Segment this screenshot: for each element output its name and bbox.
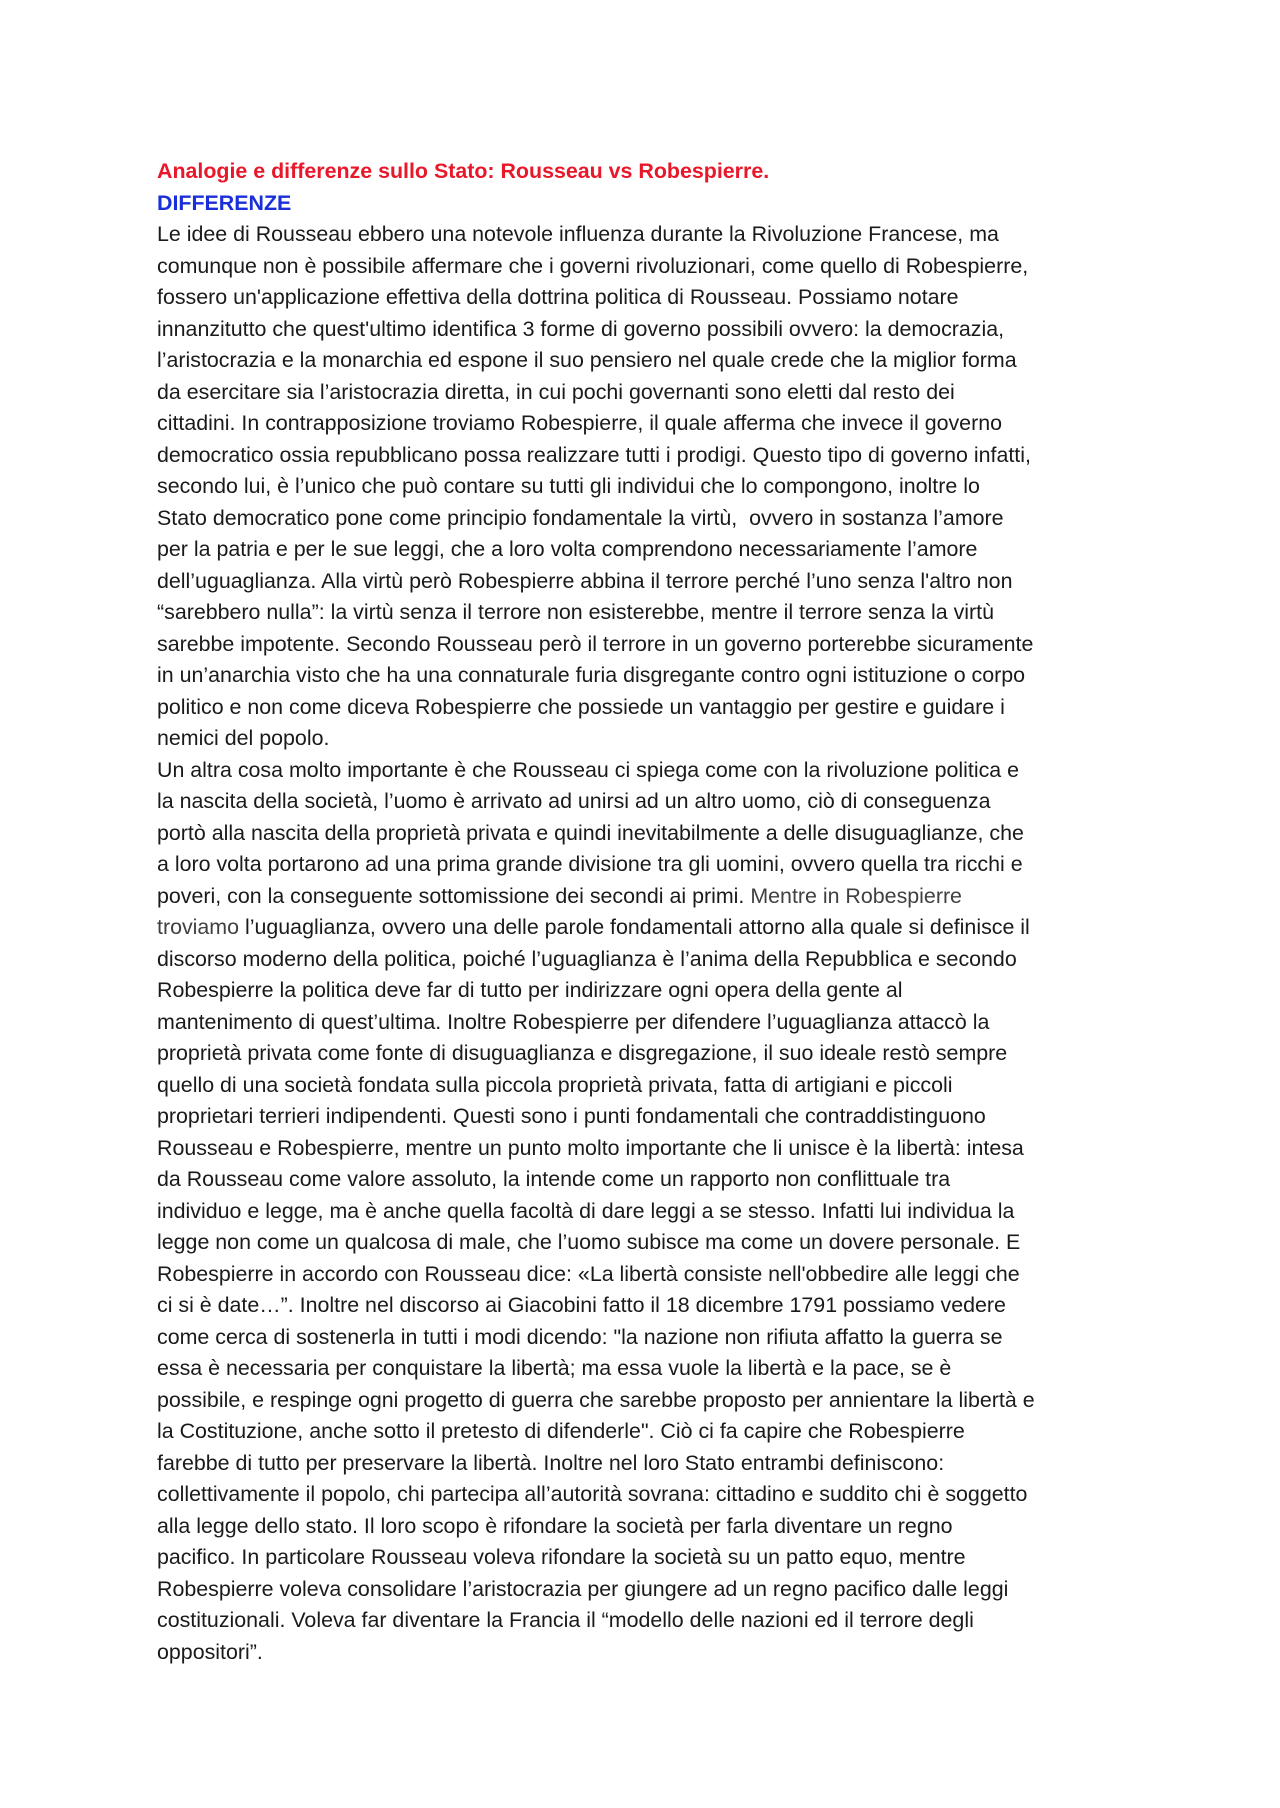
- document-title: Analogie e differenze sullo Stato: Rousseau vs Robespierre.: [157, 159, 770, 183]
- paragraph-2-part-1: Un altra cosa molto importante è che Rousseau ci spiega come con la rivoluzione politica e la nascita della società, l’uomo è arrivato ad unirsi ad un altro uomo, ciò di conseguenza portò alla nascita della proprietà privata e quindi inevitabilmente a delle disuguaglianze, che a loro volta portarono ad una prima grande divisione tra gli uomini, ovvero quella tra ricchi e poveri, con la conseguente sottomissione dei secondi ai primi.: [157, 757, 1024, 908]
- paragraph-2-part-2: Mentre in Robespierre troviamo: [157, 883, 962, 939]
- paragraph-2: [157, 755, 1157, 1669]
- section-heading: DIFFERENZE: [157, 190, 292, 215]
- paragraph-1: Le idee di Rousseau ebbero una notevole influenza durante la Rivoluzione Francese, ma comunque non è possibile affermare che i governi rivoluzionari, come quello di Robespierre, fossero un'applicazione effettiva della dottrina politica di Rousseau. Possiamo notare innanzitutto che quest'ultimo identifica 3 forme di governo possibili ovvero: la democrazia, l’aristocrazia e la monarchia ed espone il suo pensiero nel quale crede che la miglior forma da esercitare sia l’aristocrazia diretta, in cui pochi governanti sono eletti dal resto dei cittadini. In contrapposizione troviamo Robespierre, il quale afferma che invece il governo democratico ossia repubblicano possa realizzare tutti i prodigi. Questo tipo di governo infatti, secondo lui, è l’unico che può contare su tutti gli individui che lo compongono, inoltre lo Stato democratico pone come principio fondamentale la virtù, ovvero in sostanza l’amore per la patria e per le sue leggi, che a loro volta comprendono necessariamente l’amore dell’uguaglianza. Alla virtù però Robespierre abbina il terrore perché l’uno senza l'altro non “sarebbero nulla”: la virtù senza il terrore non esisterebbe, mentre il terrore senza la virtù sarebbe impotente. Secondo Rousseau però il terrore in un governo porterebbe sicuramente in un’anarchia visto che ha una connaturale furia disgregante contro ogni istituzione o corpo politico e non come diceva Robespierre che possiede un vantaggio per gestire e guidare i nemici del popolo.: [157, 222, 1034, 750]
- paragraph-2-part-3: l’uguaglianza, ovvero una delle parole fondamentali attorno alla quale si definisce il discorso moderno della politica, poiché l’uguaglianza è l’anima della Repubblica e secondo Robespierre la politica deve far di tutto per indirizzare ogni opera della gente al mantenimento di quest’ultima. Inoltre Robespierre per difendere l’uguaglianza attaccò la proprietà privata come fonte di disuguaglianza e disgregazione, il suo ideale restò sempre quello di una società fondata sulla piccola proprietà privata, fatta di artigiani e piccoli proprietari terrieri indipendenti. Questi sono i punti fondamentali che contraddistinguono Rousseau e Robespierre, mentre un punto molto importante che li unisce è la libertà: intesa da Rousseau come valore assoluto, la intende come un rapporto non conflittuale tra individuo e legge, ma è anche quella facoltà di dare leggi a se stesso. Infatti lui individua la legge non come un qualcosa di male, che l’uomo subisce ma come un dovere personale. E Robespierre in accordo con Rousseau dice: «La libertà consiste nell'obbedire alle leggi che ci si è date…”. Inoltre nel discorso ai Giacobini fatto il 18 dicembre 1791 possiamo vedere come cerca di sostenerla in tutti i modi dicendo: "la nazione non rifiuta affatto la guerra se essa è necessaria per conquistare la libertà; ma essa vuole la libertà e la pace, se è possibile, e respinge ogni progetto di guerra che sarebbe proposto per annientare la libertà e la Costituzione, anche sotto il pretesto di difenderle". Ciò ci fa capire che Robespierre farebbe di tutto per preservare la libertà. Inoltre nel loro Stato entrambi definiscono: collettivamente il popolo, chi partecipa all’autorità sovrana: cittadino e suddito chi è soggetto alla legge dello stato. Il loro scopo è rifondare la società per farla diventare un regno pacifico. In particolare Rousseau voleva rifondare la società su un patto equo, mentre Robespierre voleva consolidare l’aristocrazia per giungere ad un regno pacifico dalle leggi costituzionali. Voleva far diventare la Francia il “modello delle nazioni ed il terrore degli oppositori”.: [157, 915, 1035, 1664]
- document-page: [157, 156, 1157, 1668]
